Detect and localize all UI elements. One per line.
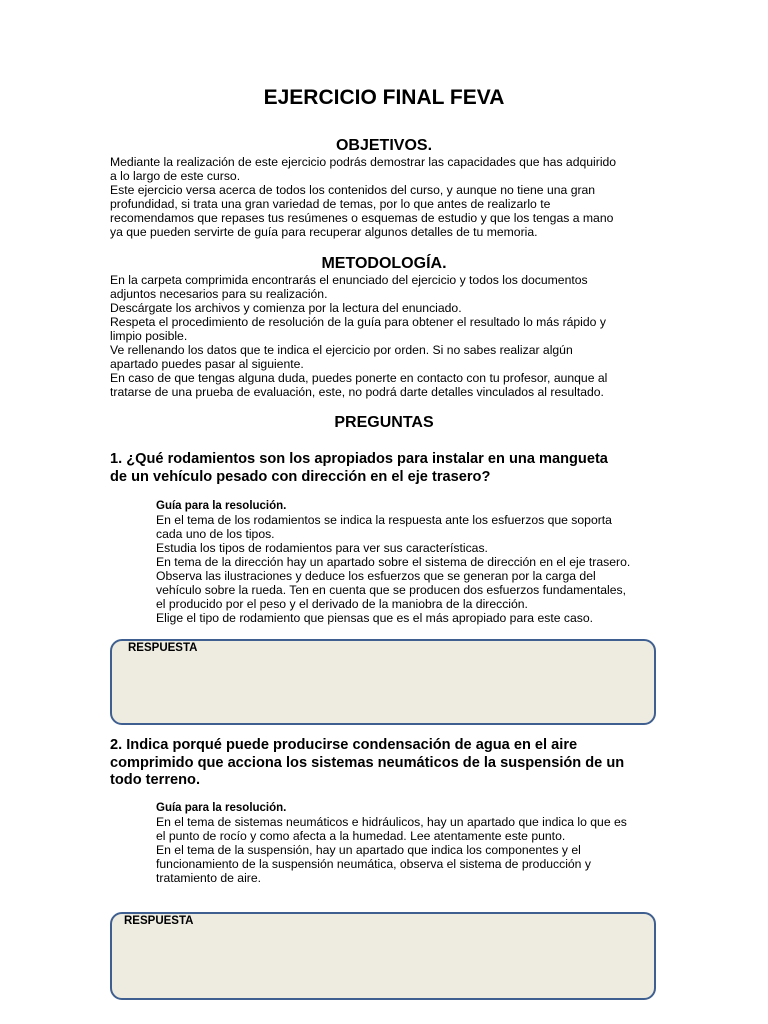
question-line: de un vehículo pesado con dirección en el eje trasero? (110, 468, 491, 485)
text-line: En caso de que tengas alguna duda, puedes ponerte en contacto con tu profesor, aunque al (110, 371, 608, 385)
question-line: todo terreno. (110, 772, 200, 788)
objetivos-paragraph (110, 155, 670, 239)
guide-line: En el tema de la suspensión, hay un apartado que indica los componentes y el (156, 843, 581, 857)
text-line: Descárgate los archivos y comienza por la lectura del enunciado. (110, 301, 462, 315)
text-line: Mediante la realización de este ejercicio podrás demostrar las capacidades que has adquirido (110, 155, 617, 169)
text-line: Respeta el procedimiento de resolución de la guía para obtener el resultado lo más rápido y (110, 315, 606, 329)
metodologia-heading: METODOLOGÍA. (321, 255, 447, 272)
text-line: profundidad, si trata una gran variedad de temas, por lo que antes de realizarlo te (110, 197, 551, 211)
guide-line: Estudia los tipos de rodamientos para ver sus características. (156, 541, 488, 555)
objetivos-heading: OBJETIVOS. (335, 137, 433, 154)
guide-line: el punto de rocío y como afecta a la humedad. Lee atentamente este punto. (156, 829, 566, 843)
guide-title: Guía para la resolución. (156, 802, 287, 814)
guide-line: tratamiento de aire. (156, 871, 262, 885)
answer-label: RESPUESTA (128, 642, 198, 654)
text-line: limpio posible. (110, 329, 188, 343)
guide-title: Guía para la resolución. (156, 500, 287, 512)
guide-line: funcionamiento de la suspensión neumática, observa el sistema de producción y (156, 857, 591, 871)
guide-line: cada uno de los tipos. (156, 527, 275, 541)
text-line: En la carpeta comprimida encontrarás el enunciado del ejercicio y todos los documentos (110, 273, 588, 287)
answer-box-2[interactable] (110, 912, 656, 1000)
text-line: tratarse de una prueba de evaluación, este, no podrá darte detalles vinculados al resultado. (110, 385, 604, 399)
guide-1 (156, 499, 676, 625)
text-line: a lo largo de este curso. (110, 169, 241, 183)
guide-line: En tema de la dirección hay un apartado sobre el sistema de dirección en el eje trasero. (156, 555, 631, 569)
text-line: adjuntos necesarios para su realización. (110, 287, 328, 301)
question-2 (110, 737, 670, 790)
question-1 (110, 451, 670, 486)
guide-line: vehículo sobre la rueda. Ten en cuenta que se producen dos esfuerzos fundamentales, (156, 583, 626, 597)
question-line: 2. Indica porqué puede producirse condensación de agua en el aire (110, 737, 578, 753)
text-line: apartado puedes pasar al siguiente. (110, 357, 304, 371)
guide-line: Observa las ilustraciones y deduce los esfuerzos que se generan por la carga del (156, 569, 596, 583)
guide-2 (156, 801, 676, 885)
text-line: Este ejercicio versa acerca de todos los contenidos del curso, y aunque no tiene una gran (110, 183, 596, 197)
guide-line: En el tema de los rodamientos se indica la respuesta ante los esfuerzos que soporta (156, 513, 612, 527)
answer-label: RESPUESTA (124, 915, 194, 927)
text-line: ya que pueden servirte de guía para recuperar algunos detalles de tu memoria. (110, 225, 538, 239)
answer-box-1[interactable] (110, 639, 656, 725)
question-line: 1. ¿Qué rodamientos son los apropiados para instalar en una mangueta (110, 451, 608, 467)
metodologia-paragraph (110, 273, 670, 399)
guide-line: el producido por el peso y el derivado de la maniobra de la dirección. (156, 597, 528, 611)
document-title: EJERCICIO FINAL FEVA (263, 86, 505, 109)
guide-line: Elige el tipo de rodamiento que piensas que es el más apropiado para este caso. (156, 611, 594, 625)
text-line: recomendamos que repases tus resúmenes o esquemas de estudio y que los tengas a mano (110, 211, 614, 225)
question-line: comprimido que acciona los sistemas neumáticos de la suspensión de un (110, 754, 625, 771)
preguntas-heading: PREGUNTAS (334, 414, 434, 431)
guide-line: En el tema de sistemas neumáticos e hidráulicos, hay un apartado que indica lo que es (156, 815, 627, 829)
text-line: Ve rellenando los datos que te indica el ejercicio por orden. Si no sabes realizar algún (110, 343, 573, 357)
